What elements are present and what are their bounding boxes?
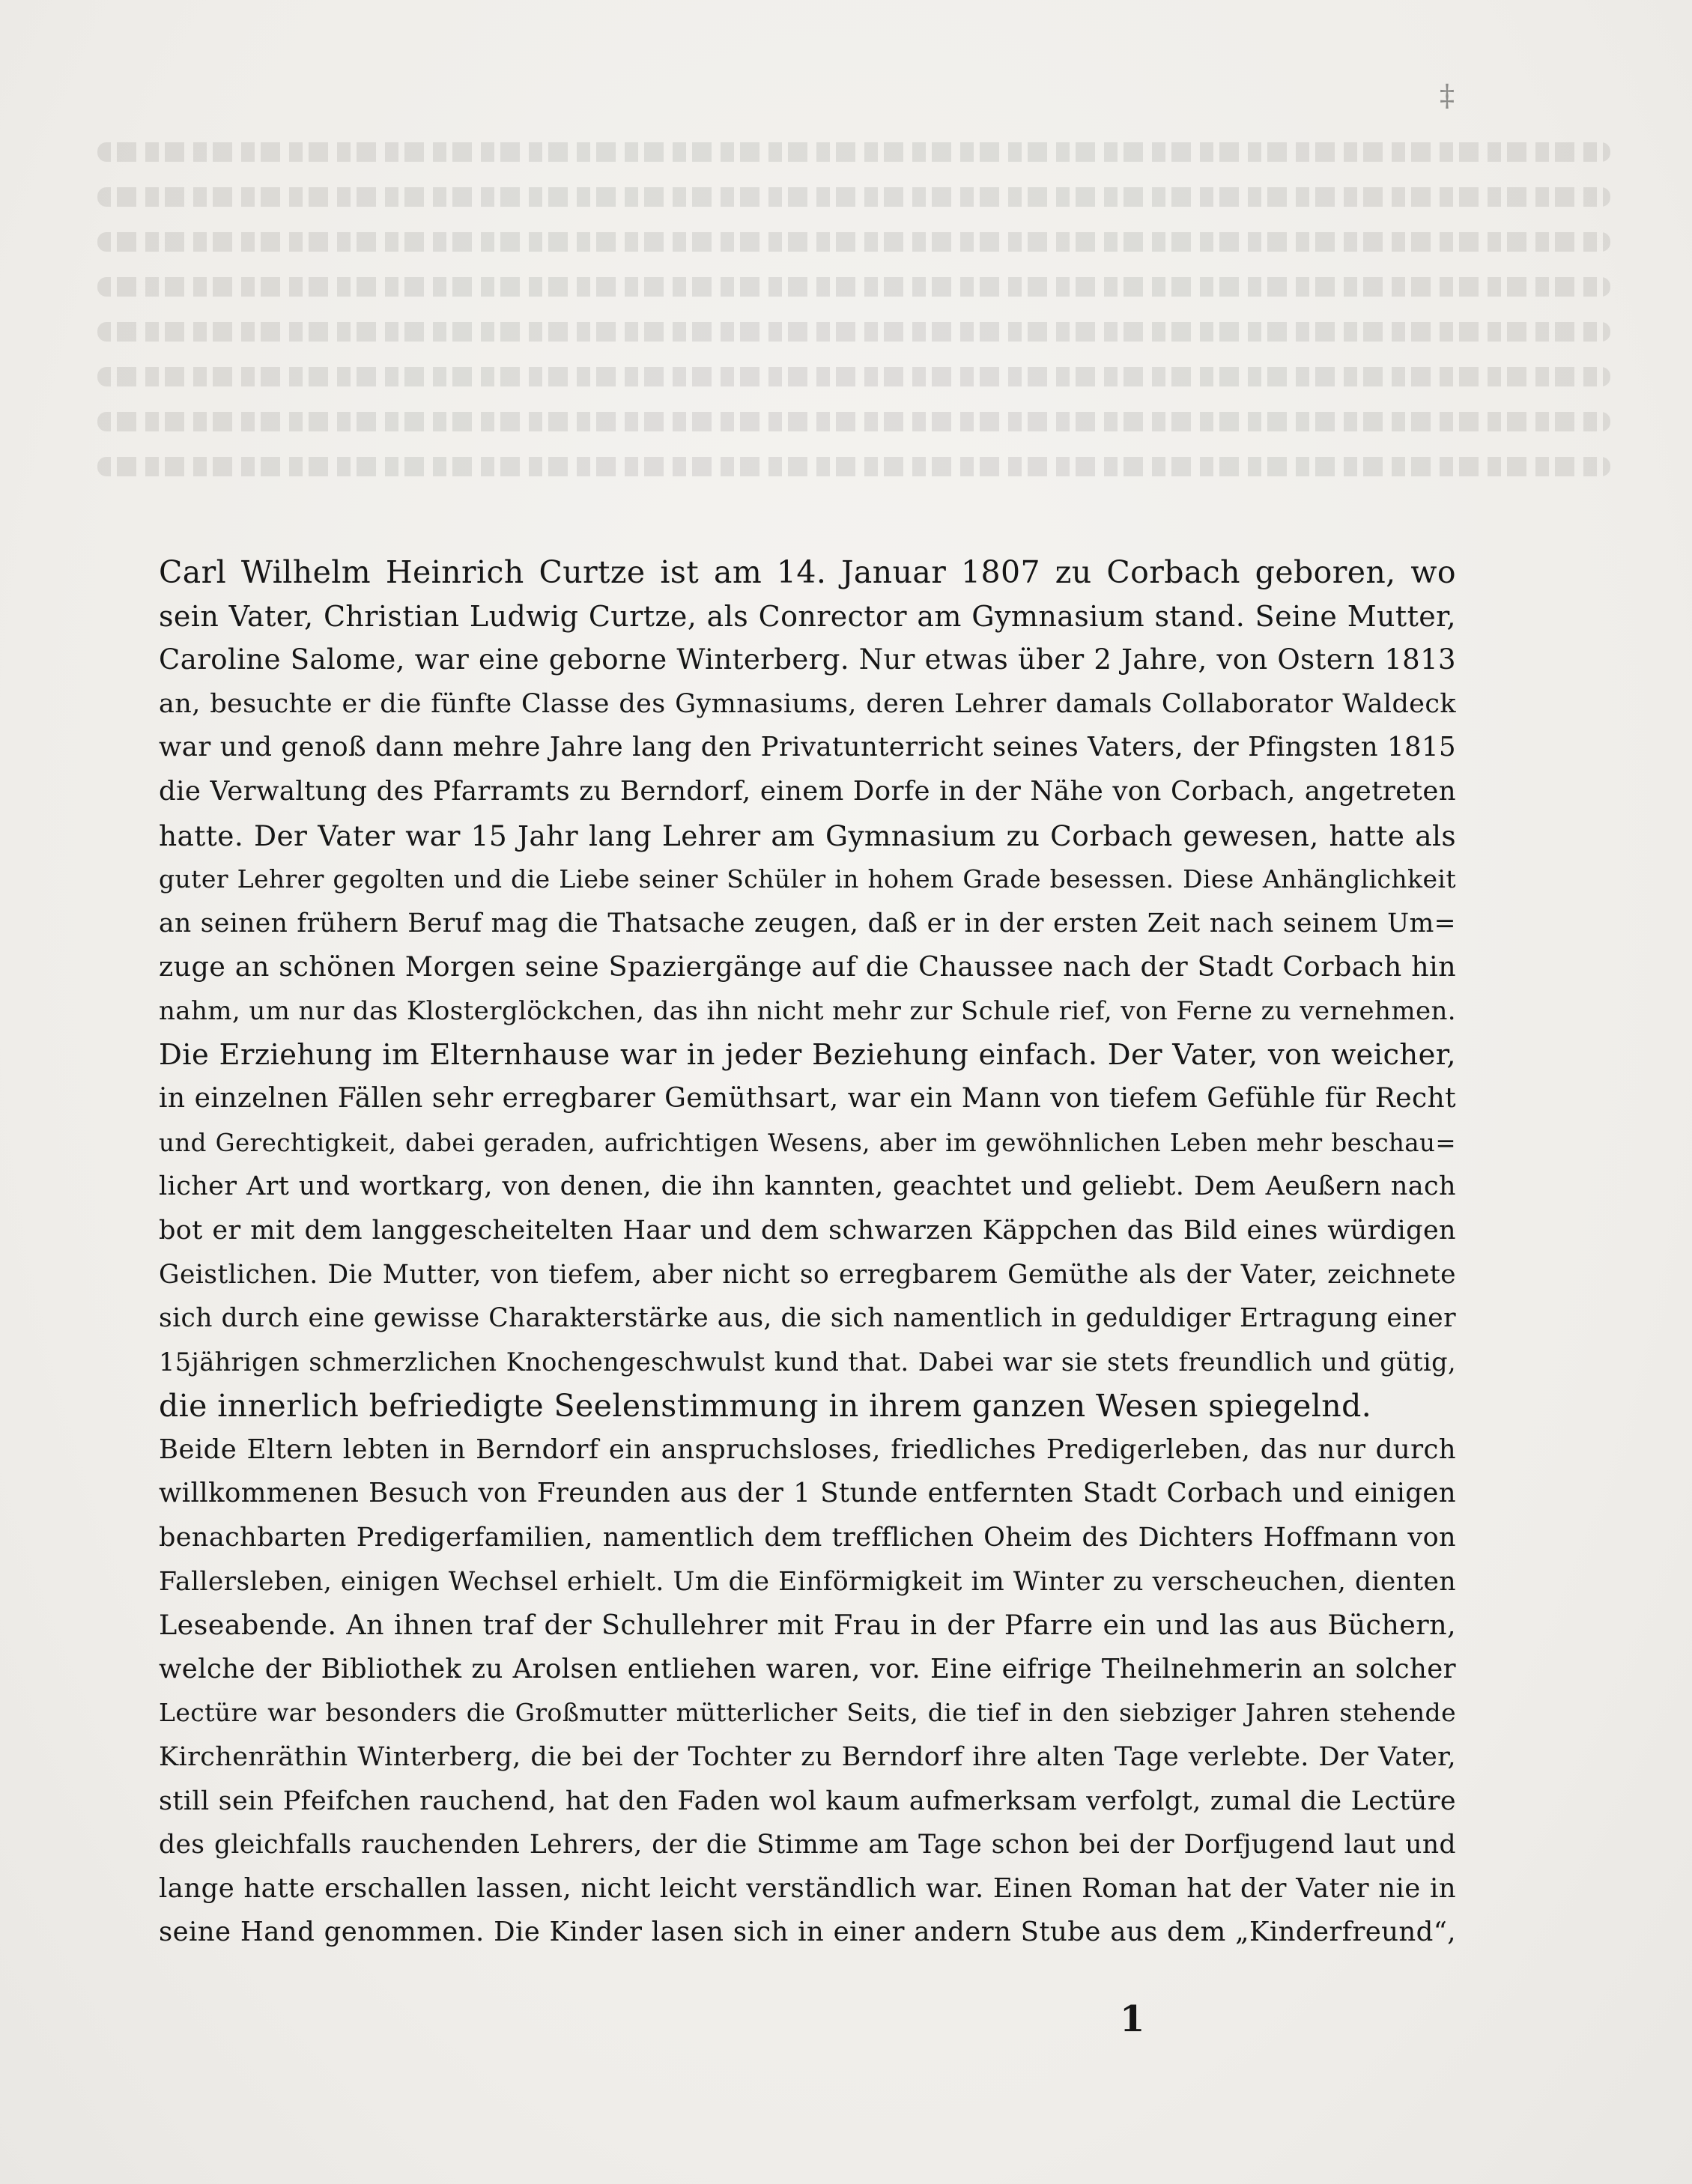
text-line: zuge an schönen Morgen seine Spaziergänge auf die Chaussee nach der Stadt Corbach hin [159, 950, 1456, 983]
text-line: benachbarten Predigerfamilien, namentlich dem trefflichen Oheim des Dichters Hoffmann von [159, 1523, 1456, 1553]
text-line: Leseabende. An ihnen traf der Schullehrer mit Frau in der Pfarre ein und las aus Büchern, [159, 1609, 1456, 1642]
text-line: an seinen frühern Beruf mag die Thatsache zeugen, daß er in der ersten Zeit nach seinem Um= [159, 908, 1456, 938]
corner-mark: ‡ [1440, 79, 1455, 113]
text-line: die Verwaltung des Pfarramts zu Berndorf, einem Dorfe in der Nähe von Corbach, angetreten [159, 775, 1456, 807]
text-line: Beide Eltern lebten in Berndorf ein anspruchsloses, friedliches Predigerleben, das nur durch [159, 1434, 1456, 1465]
text-line: und Gerechtigkeit, dabei geraden, aufrichtigen Wesens, aber im gewöhnlichen Leben mehr beschau= [159, 1128, 1456, 1157]
text-line: war und genoß dann mehre Jahre lang den Privatunterricht seines Vaters, der Pfingsten 1815 [159, 732, 1456, 763]
paragraph-3 [159, 1428, 1456, 1955]
text-line: welche der Bibliothek zu Arolsen entliehen waren, vor. Eine eifrige Theilnehmerin an solcher [159, 1653, 1456, 1684]
text-line: des gleichfalls rauchenden Lehrers, der die Stimme am Tage schon bei der Dorfjugend laut und [159, 1830, 1456, 1860]
text-line: licher Art und wortkarg, von denen, die ihn kannten, geachtet und geliebt. Dem Aeußern nach [159, 1171, 1456, 1202]
text-line: sich durch eine gewisse Charakterstärke aus, die sich namentlich in geduldiger Ertragung einer [159, 1303, 1456, 1334]
text-line: Caroline Salome, war eine geborne Winterberg. Nur etwas über 2 Jahre, von Ostern 1813 [159, 643, 1456, 676]
text-line: Die Erziehung im Elternhause war in jeder Beziehung einfach. Der Vater, von weicher, [159, 1037, 1456, 1072]
text-line: still sein Pfeifchen rauchend, hat den Faden wol kaum aufmerksam verfolgt, zumal die Lectüre [159, 1786, 1456, 1816]
text-line: an, besuchte er die fünfte Classe des Gymnasiums, deren Lehrer damals Collaborator Waldeck [159, 688, 1456, 719]
text-line: willkommenen Besuch von Freunden aus der 1 Stunde entfernten Stadt Corbach und einigen [159, 1478, 1456, 1509]
text-line: in einzelnen Fällen sehr erregbarer Gemüthsart, war ein Mann von tiefem Gefühle für Recht [159, 1083, 1456, 1114]
paragraph-2 [159, 1034, 1456, 1428]
text-line: Fallersleben, einigen Wechsel erhielt. Um die Einförmigkeit im Winter zu verscheuchen, dienten [159, 1566, 1456, 1597]
page-number: 1 [1120, 1998, 1145, 2040]
body-text [159, 550, 1456, 1955]
text-line: lange hatte erschallen lassen, nicht leicht verständlich war. Einen Roman hat der Vater nie in [159, 1872, 1456, 1904]
text-line: hatte. Der Vater war 15 Jahr lang Lehrer am Gymnasium zu Corbach gewesen, hatte als [159, 819, 1456, 852]
text-line: seine Hand genommen. Die Kinder lasen sich in einer andern Stube aus dem „Kinderfreund“, [159, 1917, 1456, 1948]
text-line: bot er mit dem langgescheitelten Haar und dem schwarzen Käppchen das Bild eines würdigen [159, 1215, 1456, 1246]
bleed-through [97, 142, 1610, 532]
text-line: 15jährigen schmerzlichen Knochengeschwulst kund that. Dabei war sie stets freundlich und gütig, [159, 1347, 1456, 1377]
text-line: die innerlich befriedigte Seelenstimmung in ihrem ganzen Wesen spiegelnd. [159, 1388, 1372, 1425]
text-line: guter Lehrer gegolten und die Liebe seiner Schüler in hohem Grade besessen. Diese Anhänglichkeit [159, 864, 1456, 894]
text-line: Carl Wilhelm Heinrich Curtze ist am 14. Januar 1807 zu Corbach geboren, wo [159, 554, 1456, 590]
text-line: Geistlichen. Die Mutter, von tiefem, aber nicht so erregbarem Gemüthe als der Vater, zeichnete [159, 1259, 1456, 1290]
text-line: sein Vater, Christian Ludwig Curtze, als Conrector am Gymnasium stand. Seine Mutter, [159, 599, 1456, 633]
text-line: nahm, um nur das Klosterglöckchen, das ihn nicht mehr zur Schule rief, von Ferne zu vernehmen. [159, 995, 1456, 1026]
text-line: Kirchenräthin Winterberg, die bei der Tochter zu Berndorf ihre alten Tage verlebte. Der Vater, [159, 1742, 1456, 1773]
text-line: Lectüre war besonders die Großmutter mütterlicher Seits, die tief in den siebziger Jahren stehende [159, 1698, 1456, 1728]
paragraph-1 [159, 550, 1456, 1034]
